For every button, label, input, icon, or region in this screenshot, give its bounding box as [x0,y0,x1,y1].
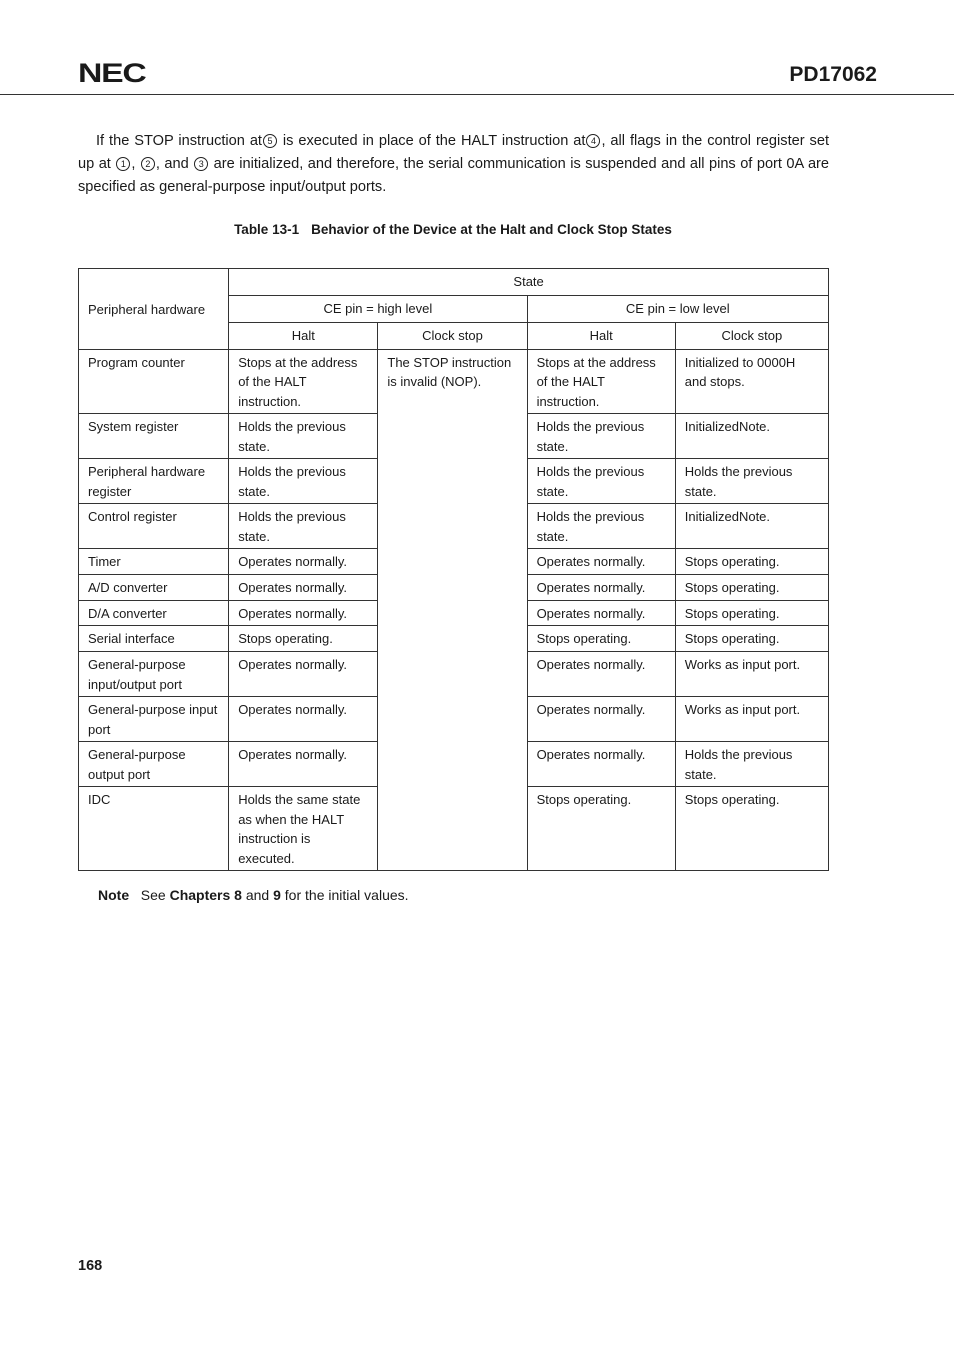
cell-low-halt: Operates normally. [527,742,675,787]
row-name: A/D converter [79,575,229,601]
cell-high-halt: Holds the same state as when the HALT instruction is executed. [229,787,378,871]
note-chapter-ref: Chapters 8 [169,887,242,903]
cell-low-clock-stop: InitializedNote. [675,504,828,549]
cell-low-clock-stop: Stops operating. [675,787,828,871]
cell-high-halt: Operates normally. [229,600,378,626]
page-number: 168 [78,1258,103,1274]
note-text: See [140,887,170,903]
note-label: Note [98,887,130,903]
header-ce-low: CE pin = low level [527,296,828,323]
row-name: System register [79,414,229,459]
cell-low-clock-stop: Initialized to 0000H and stops. [675,349,828,414]
cell-high-halt: Operates normally. [229,652,378,697]
cell-low-halt: Stops operating. [527,626,675,652]
cell-high-halt: Operates normally. [229,697,378,742]
cell-low-clock-stop: Stops operating. [675,600,828,626]
header-low-clock-stop: Clock stop [675,322,828,349]
table-caption [0,222,906,237]
row-name: Serial interface [79,626,229,652]
cell-low-clock-stop: InitializedNote. [675,414,828,459]
paragraph-text: , and [155,156,194,172]
row-name: General-purpose input port [79,697,229,742]
paragraph-text: , [131,156,140,172]
cell-low-clock-stop: Holds the previous state. [675,742,828,787]
row-name: Program counter [79,349,229,414]
cell-high-halt: Holds the previous state. [229,459,378,504]
cell-low-halt: Operates normally. [527,600,675,626]
behavior-table [78,268,829,871]
header-high-halt: Halt [229,322,378,349]
cell-low-clock-stop: Works as input port. [675,652,828,697]
cell-high-halt: Operates normally. [229,549,378,575]
table-note [98,887,409,903]
cell-low-halt: Operates normally. [527,697,675,742]
cell-high-halt: Stops operating. [229,626,378,652]
cell-low-halt: Holds the previous state. [527,414,675,459]
cell-low-clock-stop: Works as input port. [675,697,828,742]
row-name: D/A converter [79,600,229,626]
nec-logo: NEC [78,58,146,88]
cell-low-halt: Operates normally. [527,575,675,601]
table-row [79,349,829,414]
circled-number-2: 2 [141,157,155,171]
header-divider [0,94,954,95]
cell-low-halt: Holds the previous state. [527,459,675,504]
header-low-halt: Halt [527,322,675,349]
note-chapter-ref: 9 [273,887,281,903]
header-state: State [229,269,829,296]
cell-low-halt: Stops operating. [527,787,675,871]
cell-high-halt: Holds the previous state. [229,414,378,459]
cell-high-clock-stop: The STOP instruction is invalid (NOP). [378,349,527,871]
circled-number-5: 5 [263,134,277,148]
header-ce-high: CE pin = high level [229,296,527,323]
note-text: and [241,887,274,903]
cell-low-clock-stop: Stops operating. [675,626,828,652]
cell-high-halt: Operates normally. [229,742,378,787]
row-name: General-purpose input/output port [79,652,229,697]
paragraph-text: , all flags in the control register set up at [78,133,829,172]
cell-low-halt: Holds the previous state. [527,504,675,549]
paragraph-text: If the STOP instruction at [96,133,262,149]
paragraph-text: are initialized, and therefore, the serial communication is suspended and all pins of port 0A are specified as general-purpose input/output ports. [78,156,830,195]
row-name: Peripheral hardware register [79,459,229,504]
circled-number-4: 4 [586,134,600,148]
document-id: PD17062 [789,63,877,86]
row-name: Control register [79,504,229,549]
cell-low-halt: Operates normally. [527,652,675,697]
cell-low-clock-stop: Stops operating. [675,575,828,601]
intro-paragraph [78,130,829,199]
circled-number-1: 1 [116,157,130,171]
note-text: for the initial values. [280,887,409,903]
row-name: IDC [79,787,229,871]
header-high-clock-stop: Clock stop [378,322,527,349]
cell-low-clock-stop: Holds the previous state. [675,459,828,504]
cell-low-clock-stop: Stops operating. [675,549,828,575]
paragraph-text: is executed in place of the HALT instruction at [278,133,586,149]
cell-high-halt: Holds the previous state. [229,504,378,549]
table-number: Table 13-1 [234,222,300,237]
cell-low-halt: Stops at the address of the HALT instruction. [527,349,675,414]
cell-high-halt: Operates normally. [229,575,378,601]
row-name: Timer [79,549,229,575]
row-name: General-purpose output port [79,742,229,787]
cell-high-halt: Stops at the address of the HALT instruction. [229,349,378,414]
cell-low-halt: Operates normally. [527,549,675,575]
header-peripheral-hardware: Peripheral hardware [79,269,229,350]
table-title: Behavior of the Device at the Halt and Clock Stop States [311,222,672,237]
circled-number-3: 3 [194,157,208,171]
